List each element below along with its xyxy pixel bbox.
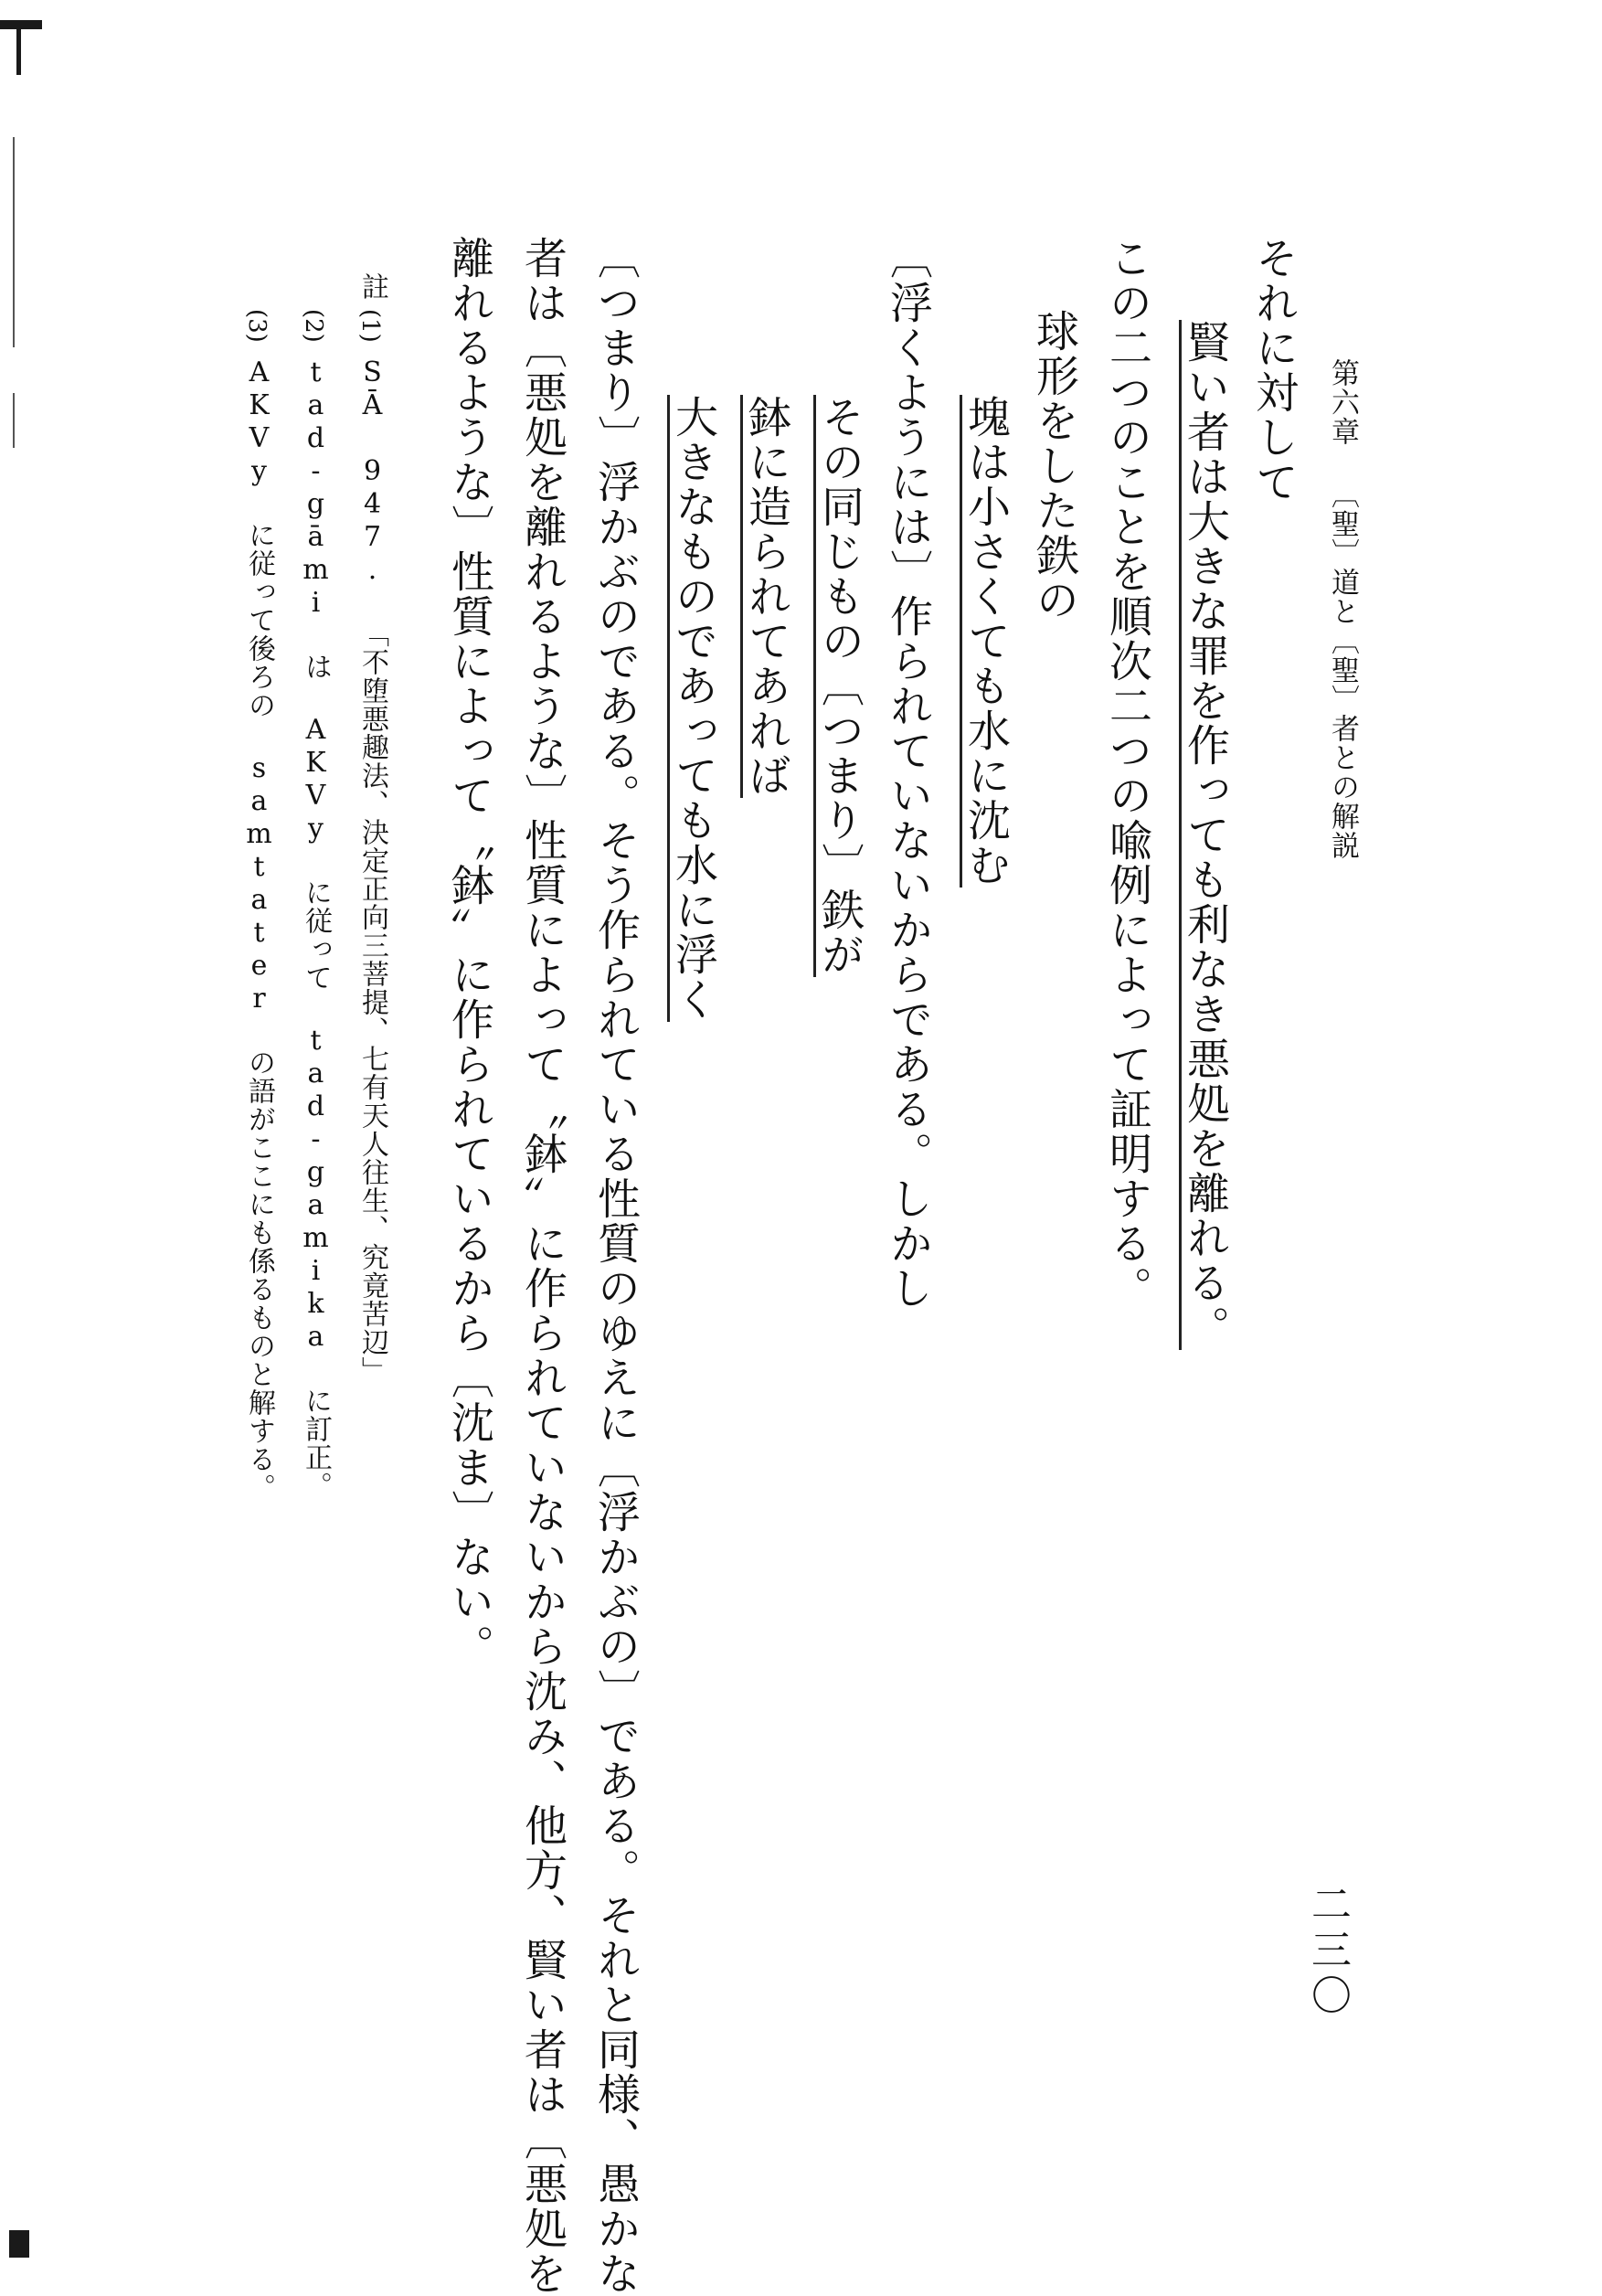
- verse-line: その同じもの〔つまり〕鉄が: [814, 395, 865, 977]
- scan-edge-mark: [16, 20, 21, 75]
- body-line: それに対して: [1248, 236, 1299, 505]
- body-line: 〔つまり〕浮かぶのである。そう作られている性質のゆえに〔浮かぶの〕である。それと同様、愚かな: [590, 236, 641, 2296]
- body-line: 者は〔悪処を離れるような〕性質によって〝鉢〟に作られていないから沈み、他方、賢い者は〔悪処を: [517, 236, 568, 2296]
- note-text: tad-gāmi は AKVy に従って tad-gamika に訂正。: [300, 356, 332, 1500]
- note-number: (3): [243, 309, 271, 343]
- note-number: (1): [356, 309, 384, 343]
- notes-label: 註: [356, 272, 388, 300]
- verse-line: 大きなものであっても水に浮く: [668, 395, 718, 1022]
- scan-edge-mark: [13, 137, 15, 347]
- body-line: 離れるような〕性質によって〝鉢〟に作られているから〔沈ま〕ない。: [444, 236, 494, 1669]
- note-text: SĀ 947. 「不堕悪趣法、決定正向三菩提、七有天人往生、究竟苦辺」: [356, 356, 388, 1385]
- note-text: AKVy に従って後ろの samtater の語がここにも係るものと解する。: [243, 356, 275, 1502]
- verse-line: 塊は小さくても水に沈む: [960, 395, 1011, 888]
- body-line: 球形をした鉄の: [1029, 309, 1079, 622]
- scan-edge-mark: [13, 393, 15, 448]
- verse-line: 鉢に造られてあれば: [741, 395, 791, 798]
- running-header: 第六章 〔聖〕道と〔聖〕者との解説: [1326, 358, 1359, 860]
- scan-edge-mark: [0, 20, 42, 29]
- body-line: この二つのことを順次二つの喩例によって証明する。: [1102, 236, 1152, 1311]
- note-number: (2): [300, 309, 327, 343]
- verse-line: 賢い者は大きな罪を作っても利なき悪処を離れる。: [1180, 320, 1230, 1350]
- body-line: 〔浮くようには〕作られていないからである。しかし: [883, 236, 933, 1311]
- page-number: 二三〇: [1304, 1883, 1351, 2020]
- scan-edge-mark: [9, 2230, 29, 2258]
